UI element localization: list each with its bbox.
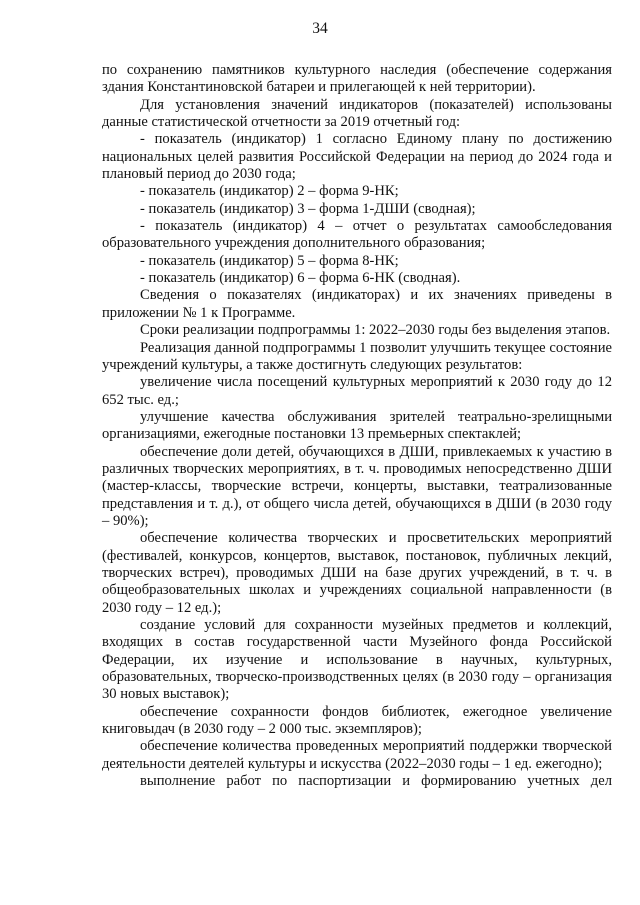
document-body [102,62,612,790]
result-item-creative-support: обеспечение количества проведенных мероприятий поддержки творческой деятельности деятелей культуры и искусства (2022–2030 годы – 1 ед. ежегодно); [102,738,612,772]
list-item-indicator-4: - показатель (индикатор) 4 – отчет о результатах самообследования образовательного учреждения дополнительного образования; [102,218,612,252]
list-item-indicator-6: - показатель (индикатор) 6 – форма 6-НК (сводная). [140,270,461,287]
result-item-certification: выполнение работ по паспортизации и формированию учетных дел [140,773,612,790]
list-item-indicator-2: - показатель (индикатор) 2 – форма 9-НК; [140,183,399,200]
result-item-theatre-quality: улучшение качества обслуживания зрителей театрально-зрелищными организациями, ежегодные постановки 13 премьерных спектаклей; [102,408,612,443]
result-item-library-funds: обеспечение сохранности фондов библиотек, ежегодное увеличение книговыдач (в 2030 году – 2 000 тыс. экземпляров); [102,703,612,738]
paragraph-indicators-intro: Для установления значений индикаторов (показателей) использованы данные статистической отчетности за 2019 отчетный год: [102,96,612,131]
list-item-indicator-1: - показатель (индикатор) 1 согласно Единому плану по достижению национальных целей развития Российской Федерации на период до 2024 года и плановый период до 2030 года; [102,131,612,183]
list-item-indicator-3: - показатель (индикатор) 3 – форма 1-ДШИ (сводная); [140,200,476,217]
paragraph-implementation-period: Сроки реализации подпрограммы 1: 2022–2030 годы без выделения этапов. [140,322,611,339]
result-item-museum-conditions: создание условий для сохранности музейных предметов и коллекций, входящих в состав государственной части Музейного фонда Российской Федерации, их изучение и использование в научных, культурных, образовательных, творческо-производственных целях (в 2030 году – организация 30 новых выставок); [102,617,612,703]
page-number: 34 [312,20,328,37]
list-item-indicator-5: - показатель (индикатор) 5 – форма 8-НК; [140,252,399,269]
result-item-children-share: обеспечение доли детей, обучающихся в ДШИ, привлекаемых к участию в различных творческих мероприятиях, в т. ч. проводимых непосредственно ДШИ (мастер-классы, творческие встречи, концерты, выставки, театрализованные представления и т. д.), от общего числа детей, обучающихся в ДШИ (в 2030 году – 90%); [102,443,612,529]
result-item-visits: увеличение числа посещений культурных мероприятий к 2030 году до 12 652 тыс. ед.; [102,374,612,408]
result-item-events-count: обеспечение количества творческих и просветительских мероприятий (фестивалей, конкурсов, концертов, выставок, постановок, публичных лекций, творческих встреч), проводимых ДШИ на базе других учреждений, в т. ч. в общеобразовательных школах и учреждениях социальной направленности (в 2030 году – 12 ед.); [102,530,612,616]
paragraph-expected-results-intro: Реализация данной подпрограммы 1 позволит улучшить текущее состояние учреждений культуры, а также достигнуть следующих результатов: [102,339,612,373]
paragraph-appendix-reference: Сведения о показателях (индикаторах) и их значениях приведены в приложении № 1 к Программе. [102,287,612,321]
paragraph-heritage-continuation: по сохранению памятников культурного наследия (обеспечение содержания здания Константиновской батареи и прилегающей к ней территории). [102,62,612,96]
